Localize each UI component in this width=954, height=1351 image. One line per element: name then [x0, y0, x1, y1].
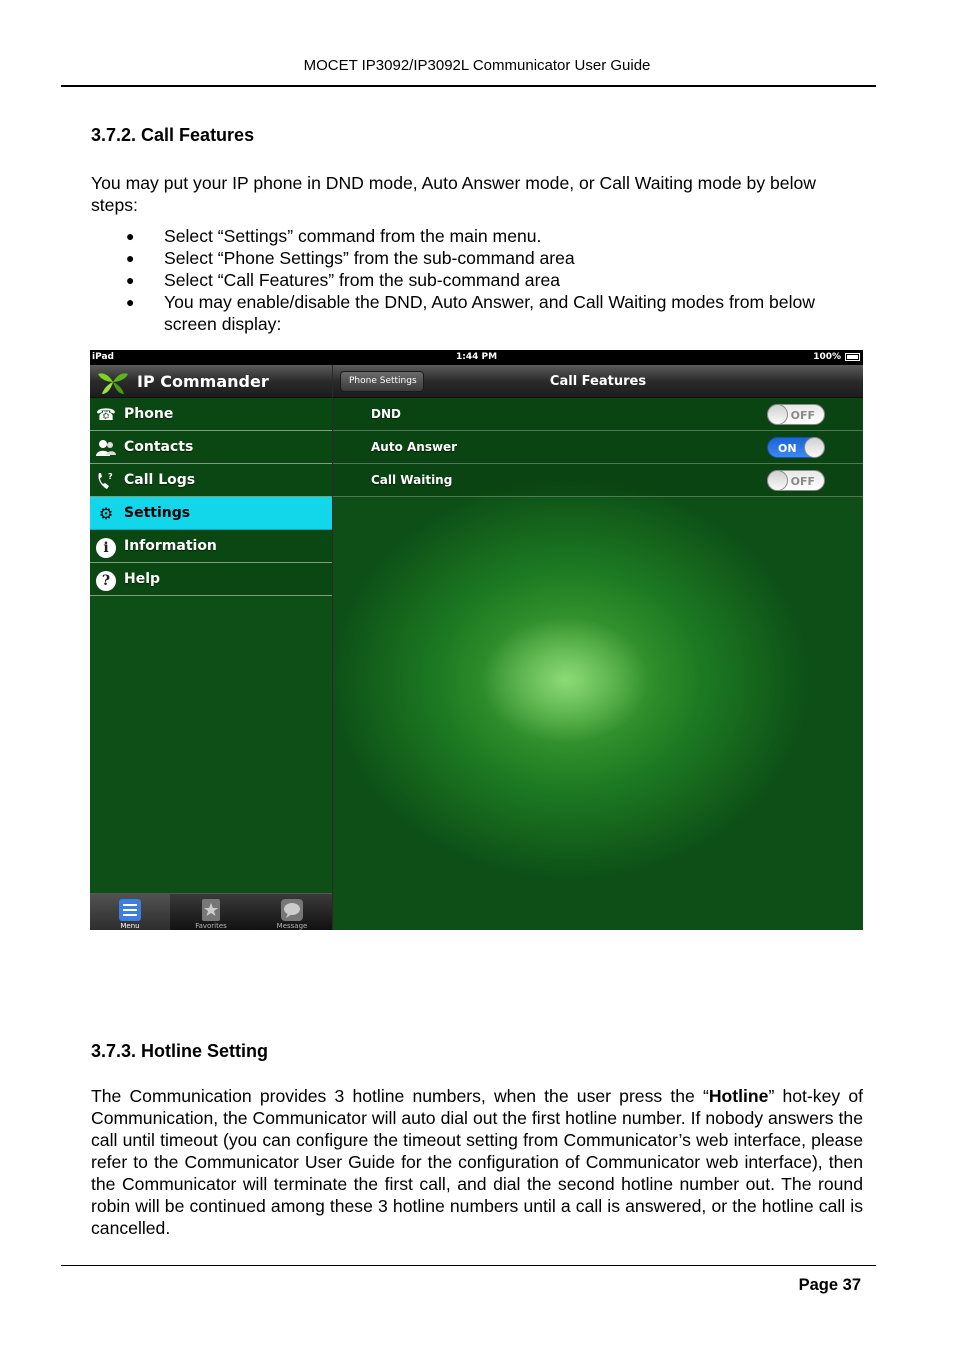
feature-row-call-waiting — [333, 464, 863, 497]
list-item — [91, 225, 863, 247]
dnd-toggle[interactable] — [767, 404, 825, 425]
app-screenshot — [90, 350, 863, 930]
menu-item-information[interactable] — [90, 530, 332, 563]
bullet-icon: ● — [126, 228, 135, 244]
document-header: MOCET IP3092/IP3092L Communicator User Guide — [303, 57, 651, 74]
tab-label: Message — [276, 922, 308, 930]
menu-item-settings[interactable] — [90, 497, 332, 530]
detail-title: Call Features — [549, 374, 647, 389]
list-item-text: Select “Call Features” from the sub-command area — [164, 270, 561, 290]
auto-answer-toggle[interactable] — [767, 437, 825, 458]
status-time: 1:44 PM — [455, 352, 498, 362]
tab-label: Menu — [120, 922, 140, 930]
contacts-icon — [95, 437, 117, 459]
call-logs-icon — [95, 470, 117, 492]
hotline-body-rest: ” hot-key of Communication, the Communicator will auto dial out the first hotline number. If nobody answers the call until timeout (you can configure the timeout setting from Communicator’s web interface, please refer to the Communicator User Guide for the configuration of Communicator web interface), then the Communicator will terminate the first call, and dial the second hotline number out. The round robin will be continued among these 3 hotline numbers until a call is answered, or the hotline call is cancelled. — [91, 1086, 863, 1238]
menu-item-label: Settings — [124, 505, 191, 521]
info-icon: i — [95, 536, 117, 558]
status-bar — [90, 350, 863, 365]
menu-item-label: Phone — [124, 406, 174, 422]
battery-level: 100% — [813, 352, 841, 362]
list-item-text: Select “Phone Settings” from the sub-command area — [164, 248, 575, 268]
toggle-knob — [767, 470, 788, 491]
favorites-icon — [199, 898, 223, 922]
call-features-intro: You may put your IP phone in DND mode, Auto Answer mode, or Call Waiting mode by below steps: — [91, 173, 816, 215]
message-icon — [280, 898, 304, 922]
feature-label: Call Waiting — [371, 473, 453, 487]
toggle-state: OFF — [790, 475, 815, 488]
tab-menu[interactable] — [90, 894, 170, 930]
tab-message[interactable] — [252, 894, 332, 930]
menu-item-help[interactable] — [90, 563, 332, 596]
toggle-state: ON — [778, 442, 797, 455]
list-item — [91, 291, 863, 335]
back-button[interactable]: Phone Settings — [340, 371, 424, 392]
app-header — [90, 365, 332, 398]
toggle-state: OFF — [790, 409, 815, 422]
svg-text:?: ? — [108, 472, 113, 481]
footer-rule — [61, 1265, 876, 1266]
toggle-knob — [804, 437, 825, 458]
hotline-body — [91, 1085, 863, 1239]
list-item — [91, 269, 863, 291]
gear-icon: ⚙ — [98, 504, 114, 523]
steps-list — [91, 225, 863, 335]
tab-favorites[interactable] — [171, 894, 251, 930]
list-item — [91, 247, 863, 269]
list-item-text: You may enable/disable the DND, Auto Answer, and Call Waiting modes from below screen display: — [164, 292, 815, 334]
help-icon: ? — [95, 569, 117, 591]
page-number: Page 37 — [798, 1276, 861, 1294]
detail-header — [333, 365, 863, 398]
feature-row-auto-answer — [333, 431, 863, 464]
detail-pane — [333, 365, 863, 930]
bullet-icon: ● — [126, 294, 135, 310]
tab-label: Favorites — [195, 922, 227, 930]
section-heading-call-features: 3.7.2. Call Features — [91, 125, 255, 145]
device-label: iPad — [92, 352, 114, 362]
menu-item-label: Contacts — [124, 439, 194, 455]
menu-item-call-logs[interactable] — [90, 464, 332, 497]
leaf-logo-icon — [96, 368, 130, 396]
hotline-body-start: The Communication provides 3 hotline numbers, when the user press the “ — [91, 1086, 709, 1106]
menu-item-label: Call Logs — [124, 472, 196, 488]
feature-label: DND — [371, 407, 401, 421]
main-menu-pane — [90, 365, 332, 930]
bullet-icon: ● — [126, 250, 135, 266]
menu-item-label: Help — [124, 571, 161, 587]
section-heading-hotline: 3.7.3. Hotline Setting — [91, 1041, 269, 1061]
call-waiting-toggle[interactable] — [767, 470, 825, 491]
bullet-icon: ● — [126, 272, 135, 288]
menu-item-label: Information — [124, 538, 217, 554]
menu-item-contacts[interactable] — [90, 431, 332, 464]
header-rule — [61, 85, 876, 87]
list-item-text: Select “Settings” command from the main menu. — [164, 226, 542, 246]
battery-icon — [845, 353, 860, 361]
feature-label: Auto Answer — [371, 440, 458, 454]
phone-icon: ☎ — [96, 405, 116, 424]
menu-icon — [118, 898, 142, 922]
menu-item-phone[interactable] — [90, 398, 332, 431]
toggle-knob — [767, 404, 788, 425]
app-title: IP Commander — [137, 372, 269, 391]
tab-bar — [90, 893, 332, 930]
hotline-keyword: Hotline — [708, 1086, 769, 1106]
feature-row-dnd — [333, 398, 863, 431]
